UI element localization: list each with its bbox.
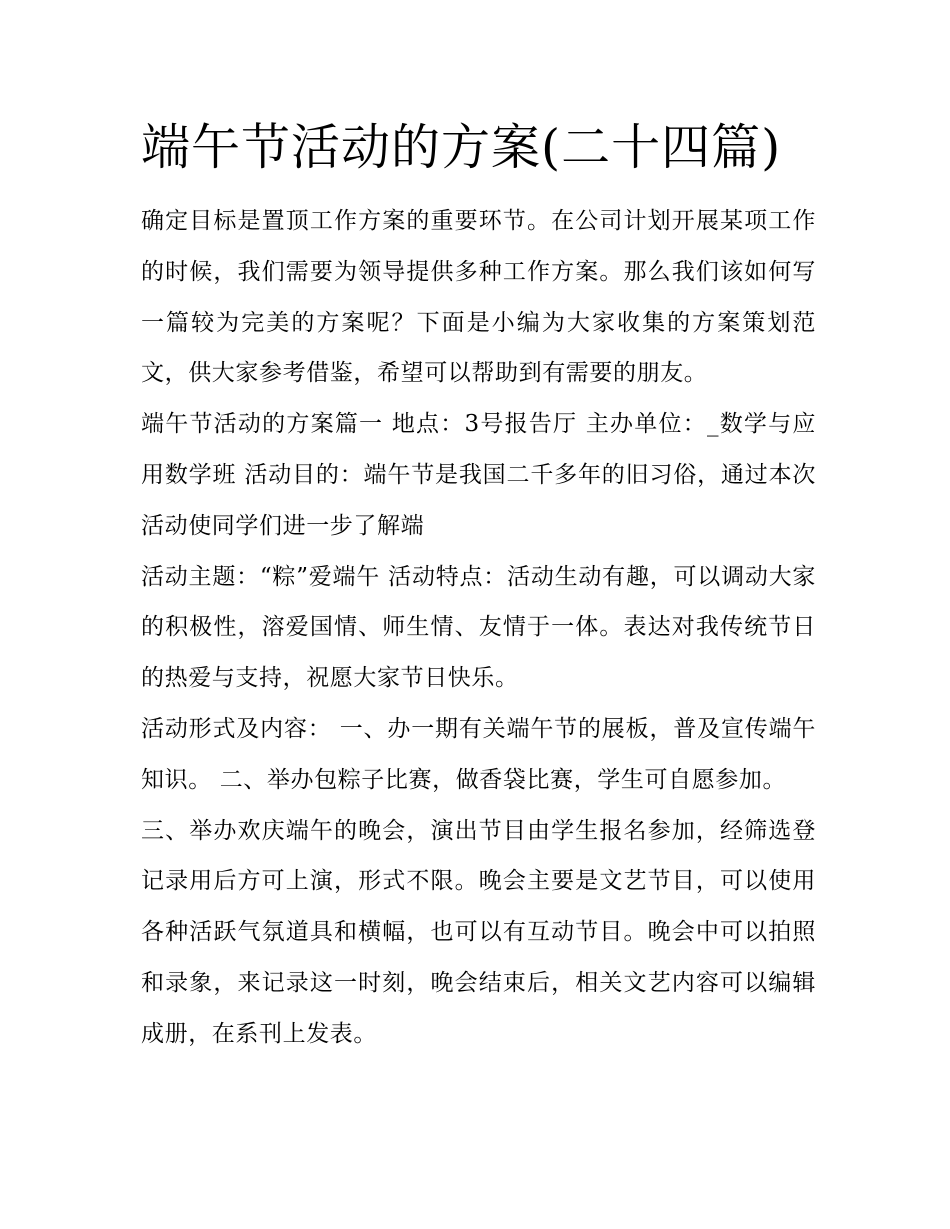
paragraph-evening-party: 三、举办欢庆端午的晚会，演出节目由学生报名参加，经筛选登记录用后方可上演，形式不限。晚会主要是文艺节目，可以使用各种活跃气氛道具和横幅，也可以有互动节目。晚会中可以拍照和录象，来记录这一时刻，晚会结束后，相关文艺内容可以编辑成册，在系刊上发表。 [141,817,816,1047]
document-title: 端午节活动的方案(二十四篇) [141,119,782,176]
paragraph-activities: 活动形式及内容： 一、办一期有关端午节的展板，普及宣传端午知识。 二、举办包粽子比赛，做香袋比赛，学生可自愿参加。 [141,715,816,793]
paragraph-theme: 活动主题：“粽”爱端午 活动特点：活动生动有趣，可以调动大家的积极性，溶爱国情、师生情、友情于一体。表达对我传统节日的热爱与支持，祝愿大家节日快乐。 [141,563,816,692]
paragraph-intro: 确定目标是置顶工作方案的重要环节。在公司计划开展某项工作的时候，我们需要为领导提供多种工作方案。那么我们该如何写一篇较为完美的方案呢？下面是小编为大家收集的方案策划范文，供大家参考借鉴，希望可以帮助到有需要的朋友。 [141,208,816,387]
paragraph-plan-one: 端午节活动的方案篇一 地点：3号报告厅 主办单位：_数学与应用数学班 活动目的：端午节是我国二千多年的旧习俗，通过本次活动使同学们进一步了解端 [141,411,816,539]
document-page [141,112,816,1060]
